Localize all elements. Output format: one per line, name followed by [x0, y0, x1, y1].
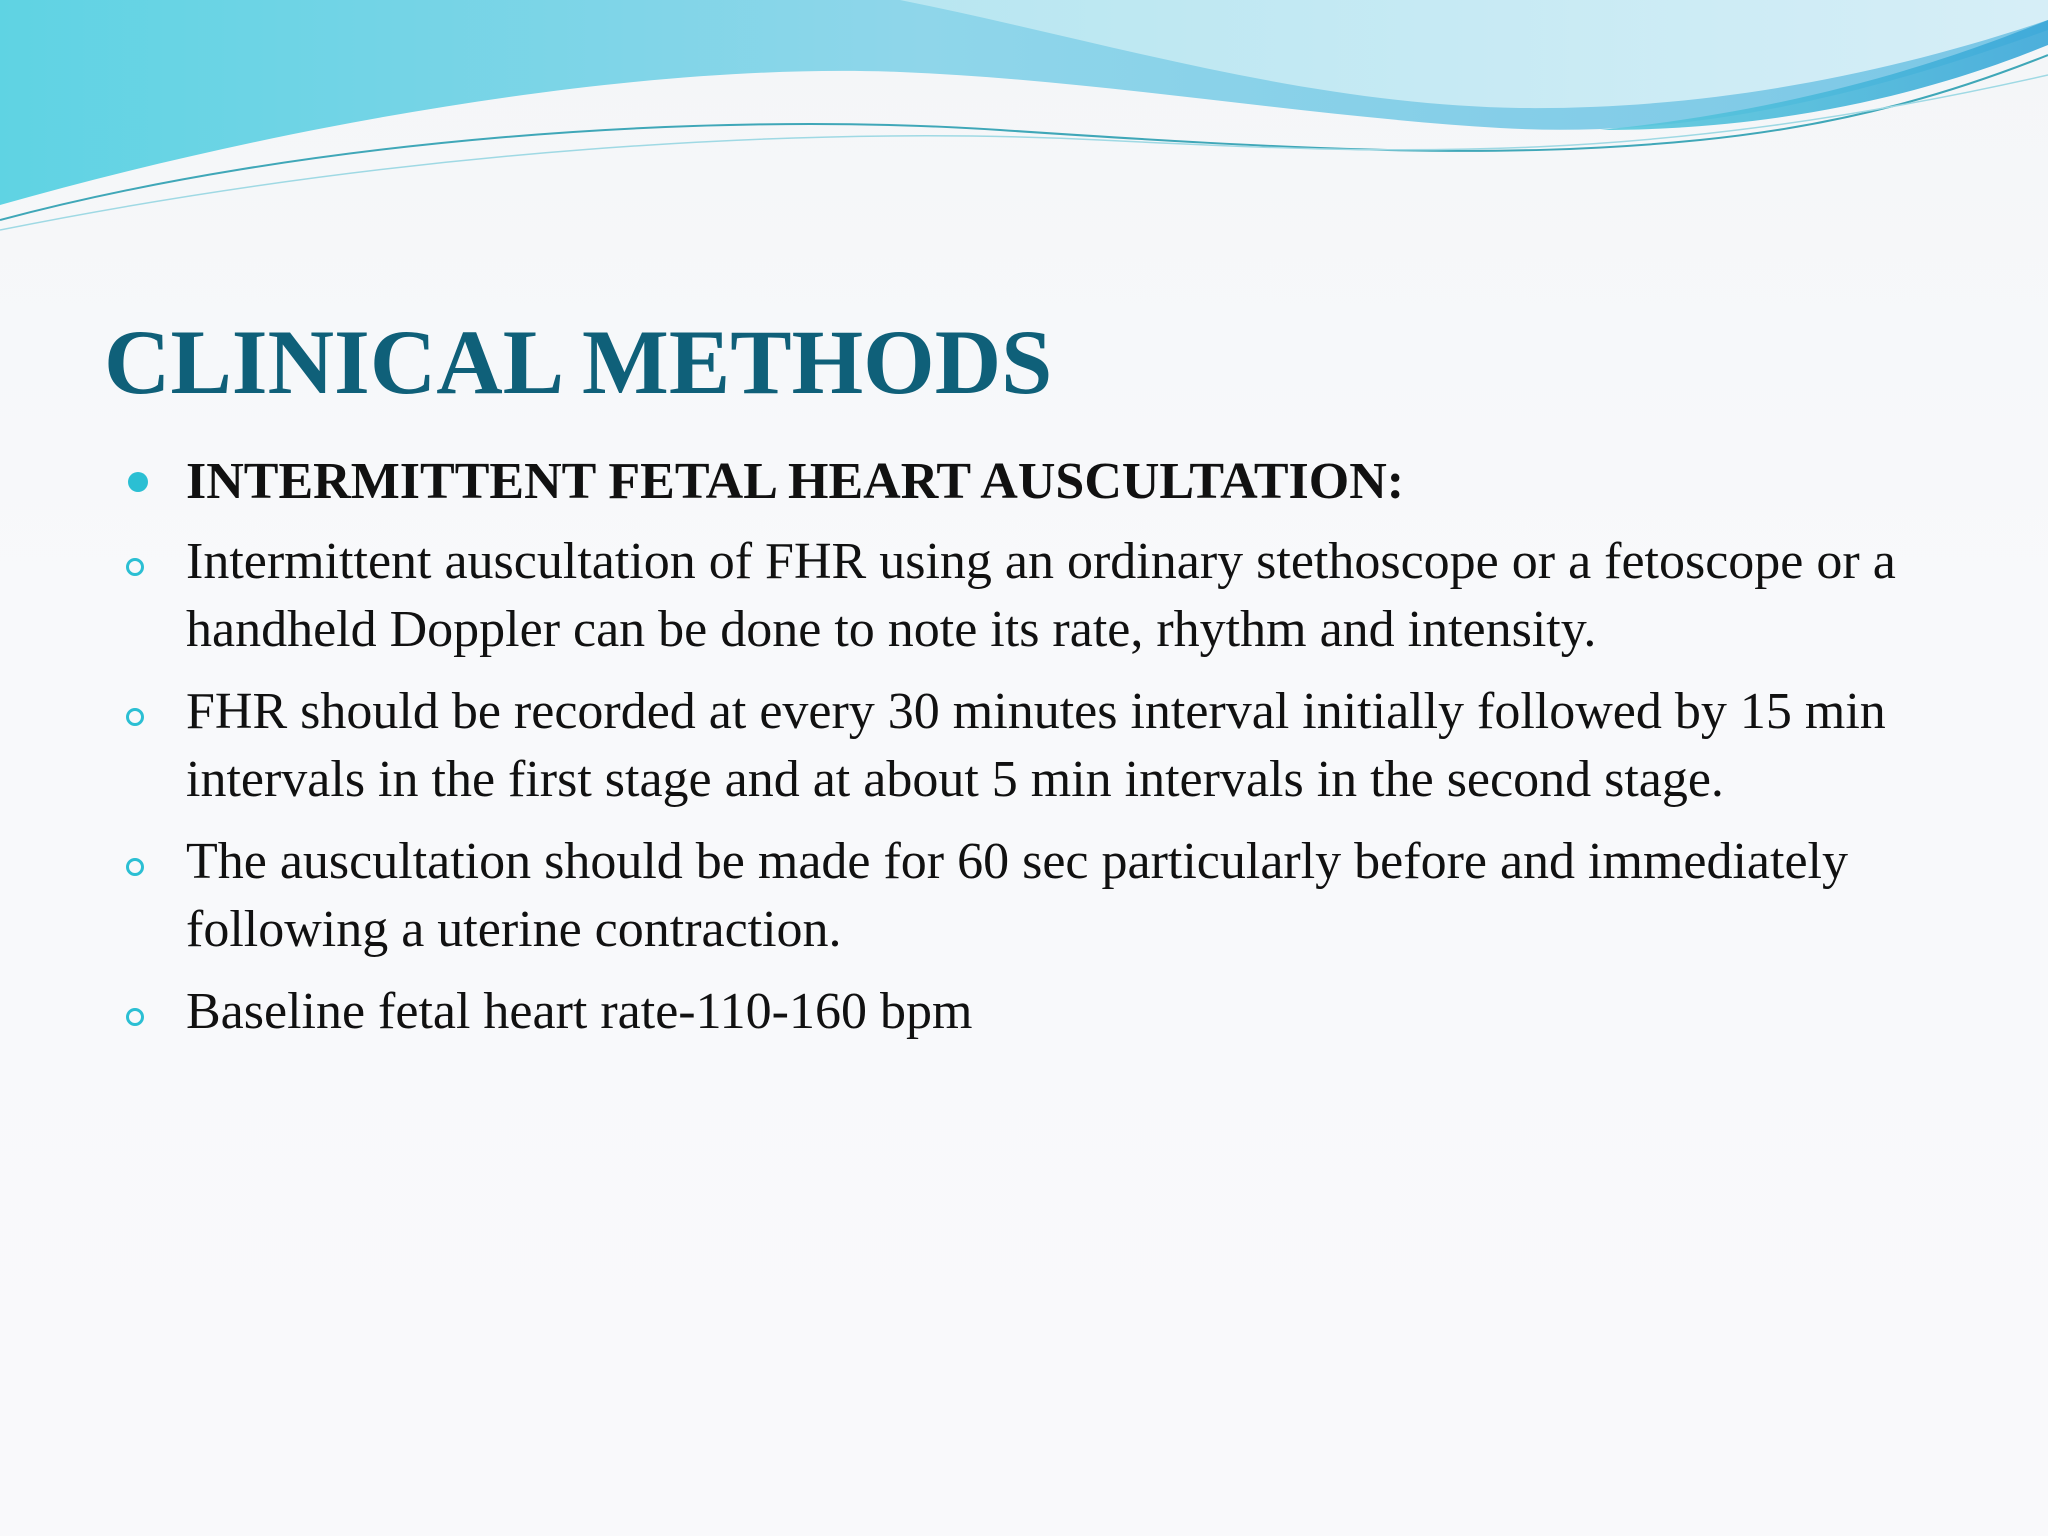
filled-circle-bullet-icon — [128, 472, 148, 492]
list-item-text: The auscultation should be made for 60 sec particularly before and immediately following a uterine contraction. — [186, 833, 1848, 958]
list-heading — [120, 448, 1980, 516]
hollow-circle-bullet-icon — [126, 1008, 144, 1026]
list-item — [120, 828, 1980, 964]
bullet-list — [120, 448, 1980, 1060]
hollow-circle-bullet-icon — [126, 708, 144, 726]
hollow-circle-bullet-icon — [126, 858, 144, 876]
list-heading-text: INTERMITTENT FETAL HEART AUSCULTATION: — [186, 453, 1405, 510]
list-item — [120, 678, 1980, 814]
header-wave-decoration — [0, 0, 2048, 240]
list-item — [120, 528, 1980, 664]
slide-title: CLINICAL METHODS — [104, 311, 1053, 413]
list-item-text: FHR should be recorded at every 30 minutes interval initially followed by 15 min intervals in the first stage and at about 5 min intervals in the second stage. — [186, 683, 1886, 808]
hollow-circle-bullet-icon — [126, 558, 144, 576]
list-item — [120, 978, 1980, 1046]
list-item-text: Baseline fetal heart rate-110-160 bpm — [186, 983, 973, 1040]
list-item-text: Intermittent auscultation of FHR using an ordinary stethoscope or a fetoscope or a handheld Doppler can be done to note its rate, rhythm and intensity. — [186, 533, 1896, 658]
